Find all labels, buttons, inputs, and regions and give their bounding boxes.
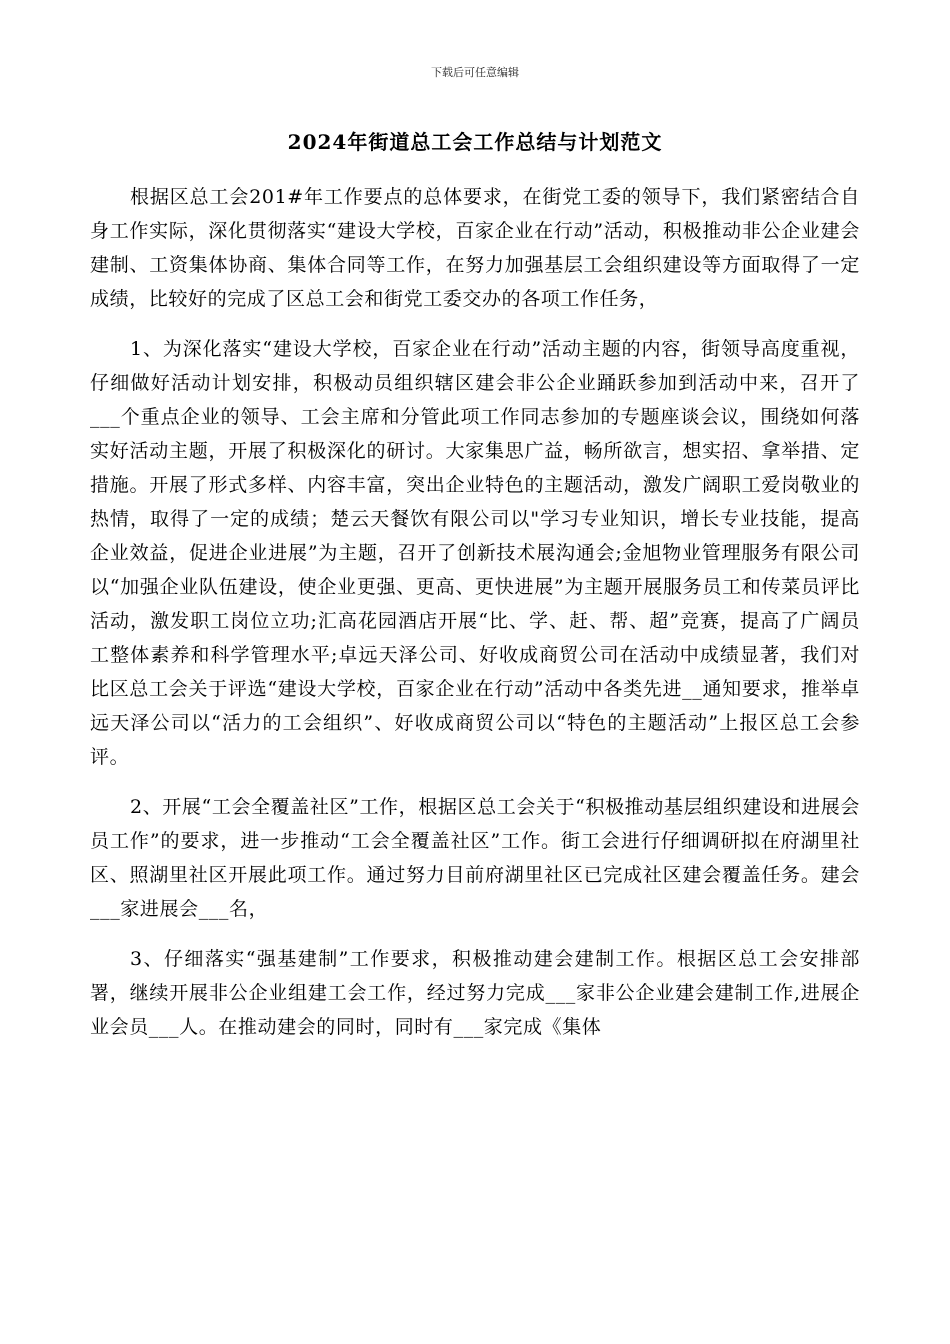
paragraph-item-2: 2、开展“工会全覆盖社区”工作，根据区总工会关于“积极推动基层组织建设和进展会员工作”的要求，进一步推动“工会全覆盖社区”工作。街工会进行仔细调研拟在府湖里社区、照湖里社区开展此项工作。通过努力目前府湖里社区已完成社区建会覆盖任务。建会___家进展会___名，: [90, 796, 860, 920]
paragraph-item-3: 3、仔细落实“强基建制”工作要求，积极推动建会建制工作。根据区总工会安排部署，继续开展非公企业组建工会工作，经过努力完成___家非公企业建会建制工作,进展企业会员___人。在推动建会的同时，同时有___家完成《集体: [90, 948, 860, 1038]
header-note: 下载后可任意编辑: [431, 66, 519, 79]
document-body: [90, 180, 860, 1060]
document-title: 2024年街道总工会工作总结与计划范文: [287, 130, 663, 154]
paragraph-item-1: 1、为深化落实“建设大学校，百家企业在行动”活动主题的内容，街领导高度重视，仔细做好活动计划安排，积极动员组织辖区建会非公企业踊跃参加到活动中来，召开了___个重点企业的领导、工会主席和分管此项工作同志参加的专题座谈会议，围绕如何落实好活动主题，开展了积极深化的研讨。大家集思广益，畅所欲言，想实招、拿举措、定措施。开展了形式多样、内容丰富，突出企业特色的主题活动，激发广阔职工爱岗敬业的热情，取得了一定的成绩；楚云天餐饮有限公司以"学习专业知识，增长专业技能，提高企业效益，促进企业进展”为主题，召开了创新技术展沟通会;金旭物业管理服务有限公司以“加强企业队伍建设，使企业更强、更高、更快进展”为主题开展服务员工和传菜员评比活动，激发职工岗位立功;汇高花园酒店开展“比、学、赶、帮、超”竞赛，提高了广阔员工整体素养和科学管理水平;卓远天泽公司、好收成商贸公司在活动中成绩显著，我们对比区总工会关于评选“建设大学校，百家企业在行动”活动中各类先进__通知要求，推举卓远天泽公司以“活力的工会组织”、好收成商贸公司以“特色的主题活动”上报区总工会参评。: [90, 338, 860, 768]
paragraph-intro: 根据区总工会201#年工作要点的总体要求，在街党工委的领导下，我们紧密结合自身工作实际，深化贯彻落实“建设大学校，百家企业在行动”活动，积极推动非公企业建会建制、工资集体协商、集体合同等工作，在努力加强基层工会组织建设等方面取得了一定成绩，比较好的完成了区总工会和街党工委交办的各项工作任务，: [90, 186, 860, 310]
